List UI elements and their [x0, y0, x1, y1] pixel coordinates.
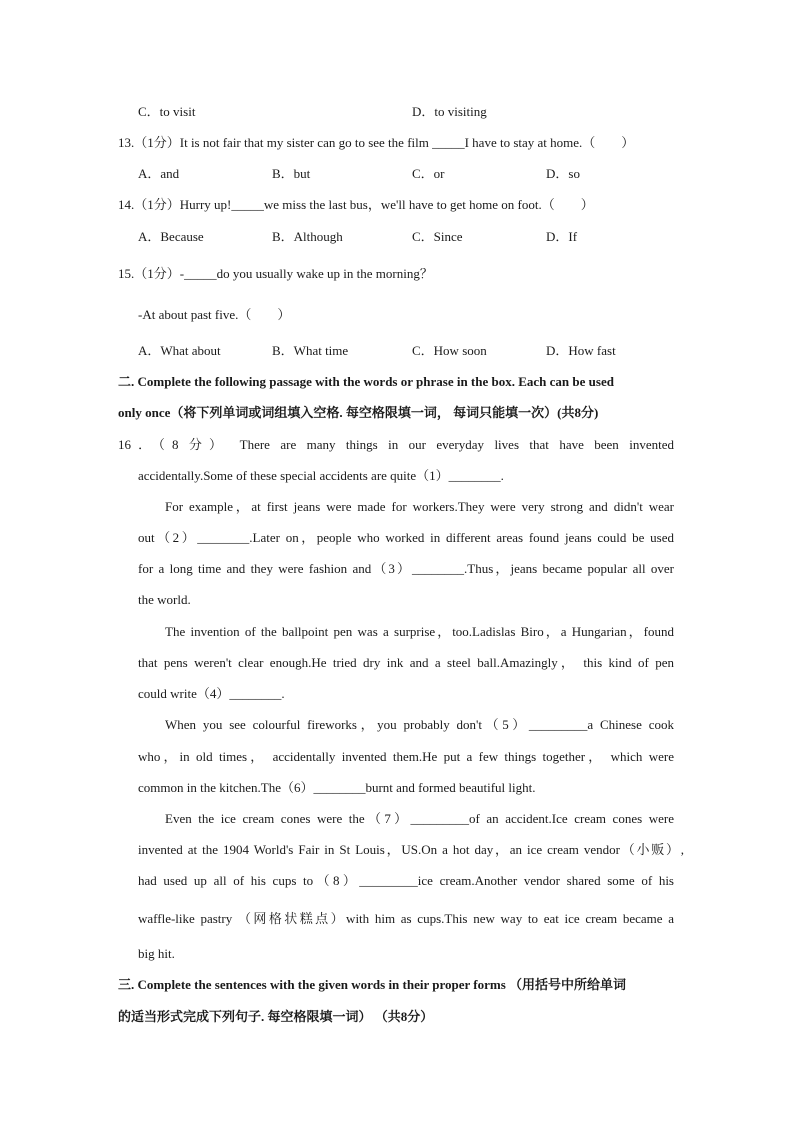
- q14-option-b: B．Although: [272, 229, 343, 244]
- q16-line-15: had used up all of his cups to（8）_________ice cream.Another vendor shared some of his: [138, 873, 674, 888]
- q14-option-c: C．Since: [412, 229, 463, 244]
- q15-option-a: A．What about: [138, 343, 221, 358]
- q12-option-d: D．to visiting: [412, 104, 487, 119]
- section3-heading-line1: 三. Complete the sentences with the given words in their proper forms （用括号中所给单词: [118, 977, 627, 992]
- q15-option-c: C．How soon: [412, 343, 487, 358]
- q16-line-2: accidentally.Some of these special accidents are quite（1）________.: [138, 468, 504, 483]
- q16-line-4: out（2）________.Later on，people who worked in different areas found jeans could be used: [138, 530, 674, 545]
- q16-line-10: When you see colourful fireworks，you probably don't（5）_________a Chinese cook: [165, 717, 674, 732]
- q16-line-17: big hit.: [138, 946, 175, 961]
- q15-option-d: D．How fast: [546, 343, 616, 358]
- q15-option-b: B．What time: [272, 343, 349, 358]
- q16-line-13: Even the ice cream cones were the（7）_________of an accident.Ice cream cones were: [165, 811, 674, 826]
- q13-option-d: D．so: [546, 166, 580, 181]
- section2-heading-line2: only once（将下列单词或词组填入空格. 每空格限填一词， 每词只能填一次）(共8分): [118, 405, 599, 420]
- q16-line-5: for a long time and they were fashion and（3）________.Thus，jeans became popular all over: [138, 561, 674, 576]
- q15-stem: 15.（1分）-_____do you usually wake up in the morning？: [118, 266, 433, 281]
- q16-line-7: The invention of the ballpoint pen was a surprise，too.Ladislas Biro，a Hungarian，found: [165, 624, 674, 639]
- q13-option-a: A．and: [138, 166, 180, 181]
- q14-stem: 14.（1分）Hurry up!_____we miss the last bus，we'll have to get home on foot.（ ）: [118, 197, 594, 212]
- section3-heading-line2: 的适当形式完成下列句子. 每空格限填一词） （共8分）: [118, 1009, 434, 1024]
- q12-option-c: C．to visit: [138, 104, 196, 119]
- q16-line-12: common in the kitchen.The（6）________burnt and formed beautiful light.: [138, 780, 536, 795]
- q16-line-14: invented at the 1904 World's Fair in St Louis，US.On a hot day，an ice cream vendor（小贩）,: [138, 842, 684, 857]
- q13-option-b: B．but: [272, 166, 311, 181]
- q14-option-d: D．If: [546, 229, 578, 244]
- section2-heading-line1: 二. Complete the following passage with the words or phrase in the box. Each can be used: [118, 374, 614, 389]
- q16-line-1: 16．（8 分） There are many things in our everyday lives that have been invented: [118, 437, 674, 452]
- q16-line-8: that pens weren't clear enough.He tried dry ink and a steel ball.Amazingly， this kind of pen: [138, 655, 674, 670]
- q13-option-c: C．or: [412, 166, 445, 181]
- q14-option-a: A．Because: [138, 229, 204, 244]
- q16-line-16: waffle-like pastry （网格状糕点）with him as cups.This new way to eat ice cream became a: [138, 911, 674, 926]
- q16-line-11: who，in old times， accidentally invented them.He put a few things together， which were: [138, 749, 674, 764]
- q16-line-9: could write（4）________.: [138, 686, 285, 701]
- q16-line-3: For example，at first jeans were made for workers.They were very strong and didn't wear: [165, 499, 674, 514]
- q15-answer-line: -At about past five.（ ）: [138, 307, 291, 322]
- q13-stem: 13.（1分）It is not fair that my sister can go to see the film _____I have to stay at home.（ ）: [118, 135, 635, 150]
- q16-line-6: the world.: [138, 592, 191, 607]
